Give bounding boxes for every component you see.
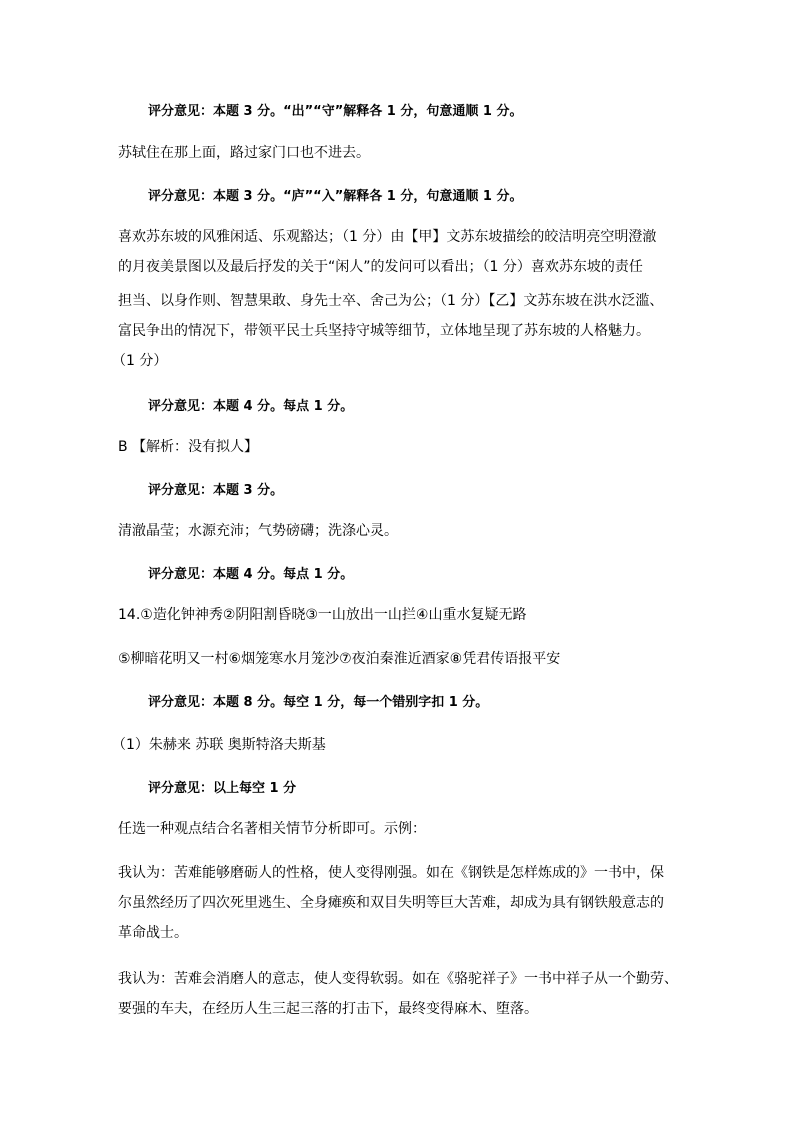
instruction-line: 任选一种观点结合名著相关情节分析即可。示例：	[118, 821, 426, 837]
scoring-note-3: 评分意见：本题 4 分。每点 1 分。	[148, 399, 354, 414]
scoring-note-2: 评分意见：本题 3 分。“庐”“入”解释各 1 分，句意通顺 1 分。	[148, 189, 523, 204]
example-1-line-1: 我认为：苦难能够磨砺人的性格，使人变得刚强。如在《钢铁是怎样炼成的》一书中，保	[118, 865, 664, 881]
scoring-note-4: 评分意见：本题 3 分。	[148, 483, 284, 498]
scoring-note-6: 评分意见：本题 8 分。每空 1 分，每一个错别字扣 1 分。	[148, 695, 489, 710]
poetry-answers-line-1: 14.①造化钟神秀②阴阳割昏晓③一山放出一山拦④山重水复疑无路	[118, 607, 527, 623]
answer-paragraph-line-2: 的月夜美景图以及最后抒发的关于“闲人”的发问可以看出；（1 分）喜欢苏东坡的责任	[118, 259, 643, 275]
answer-paragraph-line-3: 担当、以身作则、智慧果敢、身先士卒、舍己为公；（1 分）【乙】文苏东坡在洪水泛滥、	[118, 293, 664, 309]
answer-choice: B 【解析：没有拟人】	[118, 439, 259, 455]
scoring-note-7: 评分意见：以上每空 1 分	[148, 781, 297, 796]
answer-paragraph-line-1: 喜欢苏东坡的风雅闲适、乐观豁达；（1 分）由【甲】文苏东坡描绘的皎洁明亮空明澄澈	[118, 229, 657, 245]
example-1-line-2: 尔虽然经历了四次死里逃生、全身瘫痪和双目失明等巨大苦难，却成为具有钢铁般意志的	[118, 895, 664, 911]
answer-paragraph-line-5: （1 分）	[112, 353, 168, 369]
scoring-note-1: 评分意见：本题 3 分。“出”“守”解释各 1 分，句意通顺 1 分。	[148, 104, 523, 119]
answer-paragraph-line-4: 富民争出的情况下，带领平民士兵坚持守城等细节，立体地呈现了苏东坡的人格魅力。	[118, 323, 650, 339]
novel-answer-1: （1）朱赫来 苏联 奥斯特洛夫斯基	[112, 737, 326, 753]
example-2-line-1: 我认为：苦难会消磨人的意志，使人变得软弱。如在《骆驼祥子》一书中祥子从一个勤劳、	[118, 971, 678, 987]
scoring-note-5: 评分意见：本题 4 分。每点 1 分。	[148, 567, 354, 582]
answer-phrases: 清澈晶莹；水源充沛；气势磅礴；洗涤心灵。	[118, 523, 398, 539]
poetry-answers-line-2: ⑤柳暗花明又一村⑥烟笼寒水月笼沙⑦夜泊秦淮近酒家⑧凭君传语报平安	[118, 651, 561, 667]
answer-translation-1: 苏轼住在那上面，路过家门口也不进去。	[118, 145, 370, 161]
example-2-line-2: 要强的车夫，在经历人生三起三落的打击下，最终变得麻木、堕落。	[118, 1001, 538, 1017]
example-1-line-3: 革命战士。	[118, 925, 188, 941]
